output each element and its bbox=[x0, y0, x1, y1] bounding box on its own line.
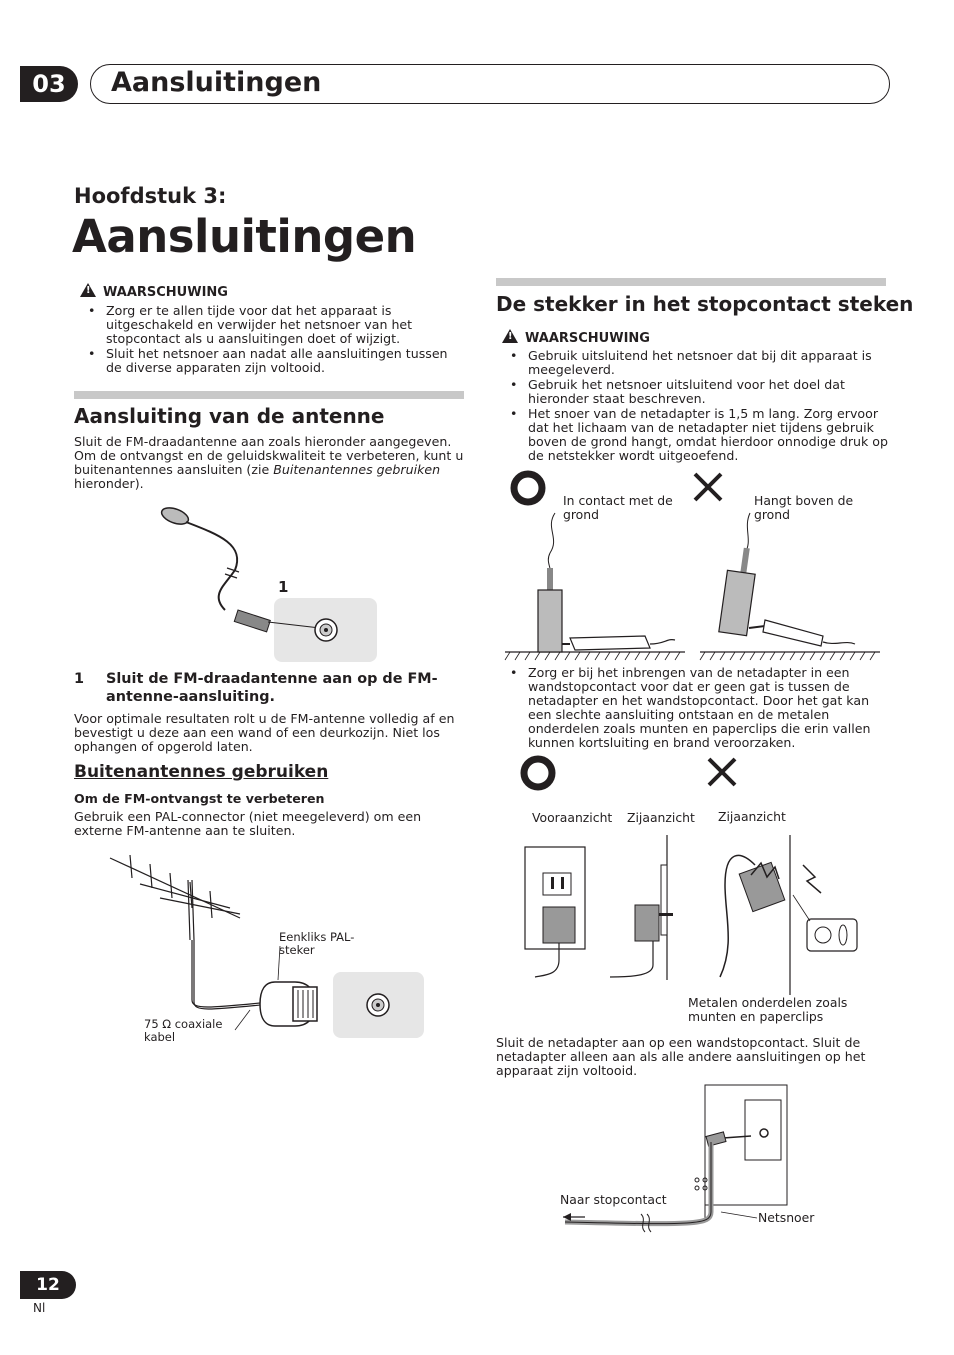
connect-instructions: Sluit de netadapter aan op een wandstopcontact. Sluit de netadapter alleen aan als alle andere aansluitingen op het apparaat zijn voltooid. bbox=[496, 1035, 866, 1078]
outdoor-body: Gebruik een PAL-connector (niet meegeleverd) om een externe FM-antenne aan te sluiten. bbox=[74, 809, 422, 838]
label-front-view: Vooraanzicht bbox=[532, 810, 613, 825]
list-item: • Zorg er bij het inbrengen van de netadapter in een wandstopcontact voor dat er geen gat is tussen de netadapter en het wandstopcontact. Door het gat kan een slechte aansluiting ontstaan en de metalen onderdelen zoals munten en paperclips die erin vallen kunnen kortsluiting en brand veroorzaken. bbox=[496, 666, 888, 750]
fm-antenna-figure bbox=[150, 500, 390, 670]
label-metal-parts: Metalen onderdelen zoals munten en paperclips bbox=[688, 995, 848, 1024]
antenna-intro: Sluit de FM-draadantenne aan zoals hieronder aangegeven. Om de ontvangst en de geluidskwaliteit te verbeteren, kunt u buitenantennes aansluiten (zie Buitenantennes gebruiken hieronder). bbox=[74, 434, 464, 491]
section-divider bbox=[496, 278, 886, 286]
pal-connector-label: Eenkliks PAL-steker bbox=[279, 930, 355, 957]
list-item: • Het snoer van de netadapter is 1,5 m lang. Zorg ervoor dat het lichaam van de netadapter niet tijdens gebruik boven de grond hangt, omdat hierdoor onnodige druk op de netstekker wordt uitgeoefend. bbox=[496, 407, 888, 463]
page-title: Aansluitingen bbox=[72, 210, 417, 263]
figure-number: 1 bbox=[278, 578, 289, 596]
chapter-title-header: Aansluitingen bbox=[111, 67, 322, 98]
outdoor-subheading: Om de FM-ontvangst te verbeteren bbox=[74, 791, 325, 806]
warning-list-left bbox=[74, 304, 464, 376]
label-hanging: Hangt boven de grond bbox=[754, 493, 854, 522]
list-item: • Sluit het netsnoer aan nadat alle aansluitingen tussen de diverse apparaten zijn voltooid. bbox=[74, 347, 464, 375]
language-code: Nl bbox=[33, 1301, 46, 1315]
warning-icon bbox=[502, 329, 518, 343]
incorrect-icon bbox=[695, 474, 721, 500]
page-number: 12 bbox=[20, 1271, 76, 1299]
warning-heading-right: !WAARSCHUWING bbox=[502, 328, 650, 346]
list-item: • Zorg er te allen tijde voor dat het apparaat is uitgeschakeld en verwijder het netsnoer van het stopcontact als u aansluitingen doet of wijzigt. bbox=[74, 304, 464, 346]
warning-icon bbox=[80, 283, 96, 297]
chapter-title-bar bbox=[90, 64, 890, 104]
chapter-label: Hoofdstuk 3: bbox=[74, 184, 227, 208]
step-text: Sluit de FM-draadantenne aan op de FM-antenne-aansluiting. bbox=[106, 671, 438, 705]
list-item: • Gebruik uitsluitend het netsnoer dat bij dit apparaat is meegeleverd. bbox=[496, 349, 888, 377]
label-ground: In contact met de grond bbox=[563, 493, 673, 522]
antenna-heading: Aansluiting van de antenne bbox=[74, 404, 385, 428]
list-item: • Gebruik het netsnoer uitsluitend voor het doel dat hieronder staat beschreven. bbox=[496, 378, 888, 406]
incorrect-icon bbox=[709, 759, 735, 785]
outdoor-heading: Buitenantennes gebruiken bbox=[74, 762, 329, 782]
label-side-view-2: Zijaanzicht bbox=[718, 809, 786, 824]
wall-socket-figure bbox=[505, 755, 885, 995]
section-divider bbox=[74, 391, 464, 399]
correct-icon bbox=[514, 474, 542, 502]
warning-list-right bbox=[496, 349, 888, 464]
outdoor-antenna-reference: Buitenantennes gebruiken bbox=[273, 462, 441, 477]
label-power-cord: Netsnoer bbox=[758, 1210, 815, 1225]
coax-cable-label: 75 Ω coaxiale kabel bbox=[144, 1017, 223, 1044]
chapter-number-badge: 03 bbox=[20, 66, 78, 102]
gap-warning-list bbox=[496, 666, 888, 751]
step-number: 1 bbox=[74, 671, 85, 687]
warning-heading-left: !WAARSCHUWING bbox=[80, 282, 228, 300]
label-to-outlet: Naar stopcontact bbox=[560, 1192, 667, 1207]
label-side-view: Zijaanzicht bbox=[627, 810, 695, 825]
power-heading: De stekker in het stopcontact steken bbox=[496, 292, 914, 316]
step-body: Voor optimale resultaten rolt u de FM-antenne volledig af en bevestigt u deze aan een wand of een deurkozijn. Niet los ophangen of opgerold laten. bbox=[74, 711, 455, 754]
correct-icon bbox=[524, 759, 552, 787]
